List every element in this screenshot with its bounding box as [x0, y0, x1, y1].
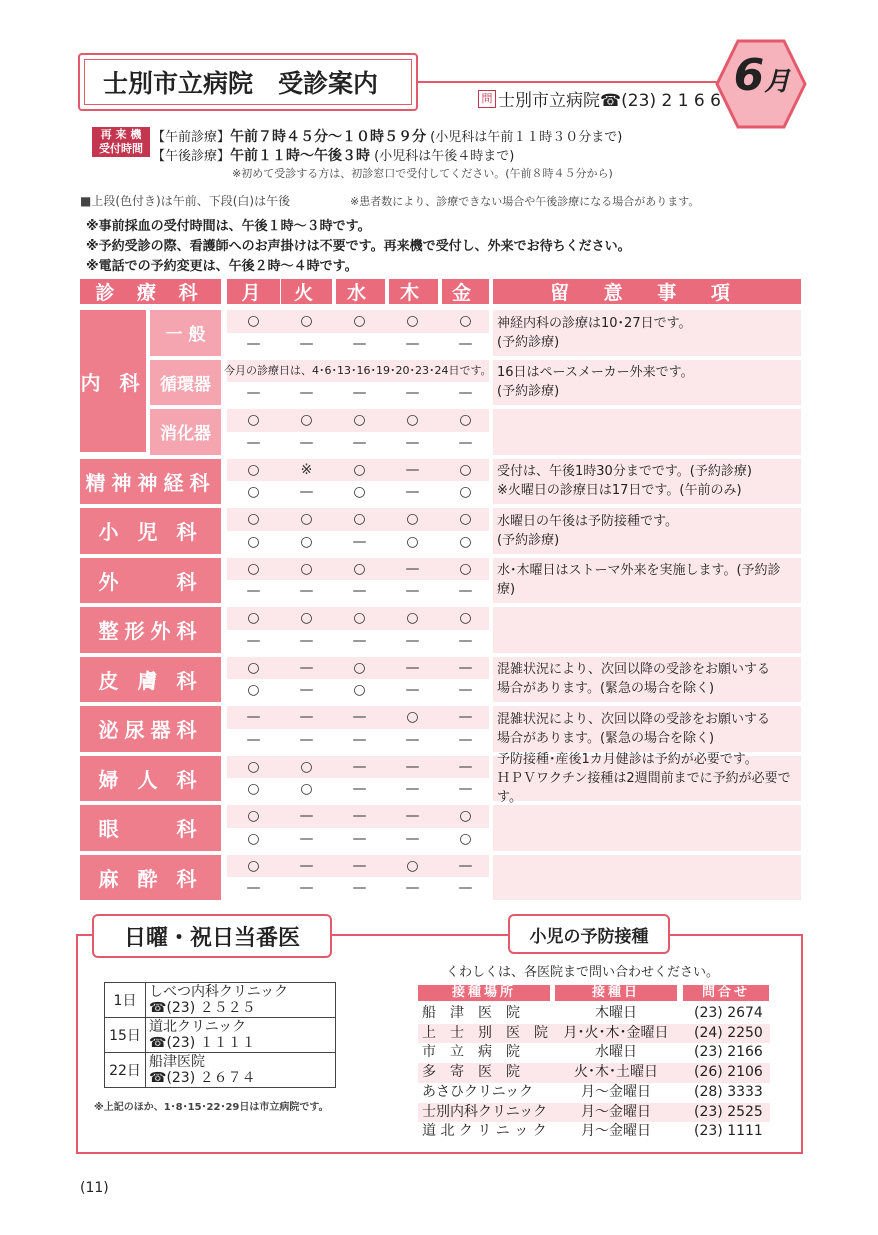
am-mark: ○ [300, 758, 313, 775]
am-mark: ○ [459, 610, 472, 626]
vaccination-title: 小児の予防接種 [508, 914, 670, 954]
am-mark: ○ [353, 560, 366, 577]
vac-day: 火･木･土曜日 [574, 1064, 658, 1081]
pm-mark: — [299, 484, 314, 501]
morning-note: (小児科は午前１１時３０分まで) [430, 130, 623, 145]
row-note [493, 409, 801, 455]
pm-mark: — [405, 880, 420, 897]
am-mark: ○ [406, 511, 419, 527]
am-mark: ○ [300, 610, 313, 626]
row-note [493, 855, 801, 901]
am-mark: ○ [459, 560, 472, 577]
vaccination-row [418, 1122, 770, 1142]
am-mark: ○ [353, 511, 366, 527]
legend: ■上段(色付き)は午前、下段(白)は午後 [80, 194, 291, 208]
morning-hours [152, 126, 622, 146]
pm-mark: ○ [459, 484, 472, 501]
vac-place: 上 士 別 医 院 [422, 1024, 548, 1041]
header-notes: 留 意 事 項 [493, 279, 801, 304]
duty-clinic-phone: ☎(23) １１１１ [149, 1035, 256, 1051]
dept-label: 婦 人 科 [80, 756, 221, 802]
pm-mark: — [246, 632, 261, 649]
vac-tel: (26) 2106 [694, 1064, 763, 1081]
am-mark: ○ [406, 857, 419, 874]
am-mark: ○ [406, 709, 419, 725]
notice-2: ※予約受診の際、看護師へのお声掛けは不要です。再来機で受付し、外来でお待ちください。 [86, 239, 631, 254]
vaccination-row [418, 1024, 770, 1044]
pm-mark: ○ [247, 533, 260, 550]
page-title-box [78, 53, 418, 111]
am-mark: — [405, 461, 420, 478]
vac-day: 木曜日 [595, 1005, 637, 1021]
row-note [493, 607, 801, 653]
am-mark: ○ [247, 610, 260, 626]
am-mark: — [405, 659, 420, 676]
am-mark: — [299, 857, 314, 874]
am-mark: ○ [459, 412, 472, 428]
pm-mark: — [246, 385, 261, 402]
header-day-mon: 月 [227, 279, 283, 304]
pm-mark: — [458, 781, 473, 798]
pm-mark: — [405, 484, 420, 501]
pm-mark: — [299, 335, 314, 352]
vac-header-place: 接種場所 [418, 985, 550, 1001]
pm-mark: — [299, 632, 314, 649]
pm-mark: — [352, 434, 367, 451]
pm-mark: — [299, 830, 314, 847]
vac-place: あさひクリニック [422, 1083, 534, 1100]
am-mark: ※ [300, 461, 313, 478]
am-mark: — [458, 758, 473, 775]
pm-mark: — [405, 830, 420, 847]
hospital-contact [478, 86, 721, 111]
am-mark: — [299, 808, 314, 824]
am-mark: ○ [300, 560, 313, 577]
pm-mark: — [458, 880, 473, 897]
am-mark: — [352, 857, 367, 874]
am-mark: ○ [353, 610, 366, 626]
pm-mark: — [405, 781, 420, 798]
pm-mark: — [405, 731, 420, 748]
pm-mark: ○ [300, 781, 313, 798]
am-mark: — [299, 709, 314, 725]
pm-mark: ○ [300, 533, 313, 550]
duty-row [105, 983, 336, 1018]
header-day-fri: 金 [442, 279, 489, 304]
dept-label: 泌尿器科 [80, 706, 221, 752]
dept-sub-label: 一 般 [150, 310, 221, 356]
header-dept: 診 療 科 [80, 279, 221, 304]
am-mark: — [299, 659, 314, 676]
am-mark: ○ [247, 412, 260, 428]
duty-day: 1日 [105, 983, 146, 1018]
duty-footnote: ※上記のほか、1･8･15･22･29日は市立病院です。 [94, 1102, 329, 1113]
header-day-wed: 水 [336, 279, 385, 304]
pm-mark: — [405, 682, 420, 699]
am-mark: ○ [300, 313, 313, 329]
duty-clinic-phone: ☎(23) ２５２５ [149, 1000, 256, 1016]
afternoon-hours [152, 145, 514, 165]
vac-tel: (24) 2250 [694, 1024, 763, 1041]
header-day-thu: 木 [389, 279, 438, 304]
pm-mark: ○ [353, 682, 366, 699]
notice-1: ※事前採血の受付時間は、午後１時～３時です。 [86, 219, 371, 234]
pm-mark: — [246, 731, 261, 748]
vac-tel: (23) 2674 [694, 1005, 763, 1021]
vac-tel: (28) 3333 [694, 1083, 763, 1100]
am-mark: ○ [247, 758, 260, 775]
dept-label: 小 児 科 [80, 508, 221, 554]
morning-time: 午前７時４５分～１０時５９分 [230, 129, 427, 145]
hospital-contact-text: 士別市立病院☎(23) 2 1 6 6 [498, 91, 721, 111]
am-mark: ○ [406, 313, 419, 329]
afternoon-label: 【午後診療】 [152, 149, 231, 164]
row-note: 混雑状況により、次回以降の受診をお願いする 場合があります。(緊急の場合を除く) [493, 657, 801, 703]
pm-mark: ○ [247, 830, 260, 847]
duty-clinic-phone: ☎(23) ２６７４ [149, 1070, 256, 1086]
am-mark: ○ [247, 461, 260, 478]
duty-title: 日曜・祝日当番医 [92, 914, 332, 958]
row-note [493, 805, 801, 851]
am-mark: ○ [247, 857, 260, 874]
am-mark: ○ [247, 313, 260, 329]
am-mark: ○ [459, 511, 472, 527]
pm-mark: — [299, 583, 314, 600]
dept-label: 整形外科 [80, 607, 221, 653]
am-mark: — [405, 808, 420, 824]
page-title: 士別市立病院 受診案内 [84, 59, 412, 105]
pm-mark: — [458, 335, 473, 352]
vac-day: 水曜日 [595, 1044, 637, 1061]
dept-sub-label: 消化器 [150, 409, 221, 455]
duty-clinic [146, 1018, 336, 1053]
pm-mark: — [246, 880, 261, 897]
pm-mark: — [299, 731, 314, 748]
header-divider [280, 279, 281, 304]
am-mark: ○ [247, 560, 260, 577]
morning-label: 【午前診療】 [152, 130, 231, 145]
pm-mark: — [299, 385, 314, 402]
pm-mark: — [352, 385, 367, 402]
am-mark: ○ [247, 659, 260, 676]
vaccination-row [418, 1043, 770, 1063]
pm-mark: — [246, 434, 261, 451]
pm-mark: — [352, 335, 367, 352]
pm-mark: — [352, 731, 367, 748]
vaccination-row [418, 1083, 770, 1103]
pm-mark: — [352, 632, 367, 649]
vac-place: 多 寄 医 院 [422, 1064, 520, 1081]
pm-mark: — [405, 434, 420, 451]
duty-clinic-name: 船津医院 [149, 1054, 205, 1070]
duty-table [104, 982, 336, 1088]
vac-day: 月～金曜日 [581, 1123, 651, 1140]
pm-mark: ○ [247, 682, 260, 699]
row-note: 受付は、午後1時30分までです。(予約診療) ※火曜日の診療日は17日です。(午前のみ) [493, 459, 801, 505]
pm-mark: — [299, 434, 314, 451]
pm-mark: ○ [353, 484, 366, 501]
am-mark: ○ [406, 412, 419, 428]
month-number: 6 [733, 50, 765, 101]
title-rule [418, 81, 718, 83]
pm-mark: — [458, 434, 473, 451]
dept-label: 精神神経科 [80, 459, 221, 505]
am-mark: — [246, 709, 261, 725]
pm-mark: — [458, 583, 473, 600]
pm-mark: — [246, 335, 261, 352]
row-note: 混雑状況により、次回以降の受診をお願いする 場合があります。(緊急の場合を除く) [493, 706, 801, 752]
pm-mark: — [458, 731, 473, 748]
pm-mark: ○ [247, 781, 260, 798]
reception-tag-line2: 受付時間 [99, 142, 143, 155]
am-mark: ○ [459, 461, 472, 478]
pm-mark: — [458, 632, 473, 649]
dept-label: 麻 酔 科 [80, 855, 221, 901]
month-label [722, 50, 802, 101]
duty-clinic-name: 道北クリニック [149, 1019, 247, 1035]
vac-place: 士別内科クリニック [422, 1103, 548, 1120]
pm-mark: ○ [459, 533, 472, 550]
dept-label: 外 科 [80, 558, 221, 604]
am-mark: — [458, 709, 473, 725]
vac-tel: (23) 1111 [694, 1123, 763, 1140]
pm-mark: — [405, 335, 420, 352]
duty-clinic-name: しべつ内科クリニック [149, 984, 289, 1000]
duty-row [105, 1018, 336, 1053]
am-mark: ○ [353, 461, 366, 478]
dept-label: 皮 膚 科 [80, 657, 221, 703]
legend-note: ※患者数により、診療できない場合や午後診療になる場合があります。 [350, 195, 700, 208]
pm-mark: ○ [459, 830, 472, 847]
am-mark: ○ [459, 808, 472, 824]
am-mark: ○ [353, 659, 366, 676]
pm-mark: — [405, 583, 420, 600]
dept-naika: 内 科 [80, 310, 146, 452]
pm-mark: ○ [406, 533, 419, 550]
am-mark: ○ [247, 808, 260, 824]
header-day-tue: 火 [283, 279, 332, 304]
am-mark: — [352, 758, 367, 775]
duty-clinic [146, 983, 336, 1018]
am-mark: — [352, 808, 367, 824]
row-note: 予防接種･産後1カ月健診は予約が必要です。 ＨＰＶワクチン接種は2週間前までに予約が必要です。 [493, 756, 801, 802]
duty-day: 15日 [105, 1018, 146, 1053]
pm-mark: — [458, 385, 473, 402]
month-suffix: 月 [764, 67, 791, 97]
duty-row [105, 1053, 336, 1088]
vaccination-row [418, 1004, 770, 1024]
vaccination-row [418, 1103, 770, 1123]
am-mark: — [405, 560, 420, 577]
row-note: 16日はペースメーカー外来です。 (予約診療) [493, 360, 801, 406]
pm-mark: — [405, 385, 420, 402]
duty-day: 22日 [105, 1053, 146, 1088]
vac-tel: (23) 2525 [694, 1103, 763, 1120]
first-visit-note: ※初めて受診する方は、初診窓口で受付してください。(午前８時４５分から) [232, 167, 613, 180]
reception-tag-line1: 再 来 機 [100, 128, 142, 141]
vac-header-day: 接種日 [555, 985, 677, 1001]
cardiology-days: 今月の診療日は、4･6･13･16･19･20･23･24日です。 [224, 363, 492, 377]
reception-tag [92, 127, 150, 157]
vac-place: 道 北 ク リ ニ ッ ク [422, 1123, 547, 1140]
row-note: 水･木曜日はストーマ外来を実施します。(予約診療) [493, 558, 801, 604]
dept-label: 眼 科 [80, 805, 221, 851]
pm-mark: — [352, 583, 367, 600]
vac-day: 月･火･木･金曜日 [563, 1024, 669, 1041]
am-mark: ○ [247, 511, 260, 527]
vac-day: 月～金曜日 [581, 1103, 651, 1120]
am-mark: ○ [300, 511, 313, 527]
inquiry-icon: 問 [478, 90, 496, 108]
vac-place: 市 立 病 院 [422, 1044, 520, 1061]
pm-mark: — [299, 682, 314, 699]
pm-mark: — [352, 880, 367, 897]
notice-3: ※電話での予約変更は、午後２時～４時です。 [86, 259, 358, 274]
pm-mark: — [352, 533, 367, 550]
am-mark: — [458, 857, 473, 874]
page-number: (11) [80, 1180, 109, 1196]
am-mark: ○ [459, 313, 472, 329]
am-mark: ○ [300, 412, 313, 428]
pm-mark: — [352, 830, 367, 847]
dept-sub-label: 循環器 [150, 360, 221, 406]
am-mark: — [458, 659, 473, 676]
am-mark: ○ [406, 610, 419, 626]
afternoon-time: 午前１１時～午後３時 [230, 148, 371, 164]
vaccination-row [418, 1063, 770, 1083]
am-mark: ○ [353, 412, 366, 428]
vac-tel: (23) 2166 [694, 1044, 763, 1061]
pm-mark: — [352, 781, 367, 798]
vaccination-intro: くわしくは、各医院まで問い合わせください。 [446, 965, 720, 980]
am-mark: — [352, 709, 367, 725]
pm-mark: — [405, 632, 420, 649]
am-mark: ○ [353, 313, 366, 329]
row-note: 神経内科の診療は10･27日です。 (予約診療) [493, 310, 801, 356]
vac-place: 船 津 医 院 [422, 1005, 520, 1021]
pm-mark: ○ [247, 484, 260, 501]
vac-header-tel: 問合せ [683, 985, 769, 1001]
duty-clinic [146, 1053, 336, 1088]
afternoon-note: (小児科は午後４時まで) [374, 149, 515, 164]
row-note: 水曜日の午後は予防接種です。 (予約診療) [493, 508, 801, 554]
vac-day: 月～金曜日 [581, 1083, 651, 1100]
pm-mark: — [299, 880, 314, 897]
pm-mark: — [246, 583, 261, 600]
pm-mark: — [458, 682, 473, 699]
am-mark: — [405, 758, 420, 775]
